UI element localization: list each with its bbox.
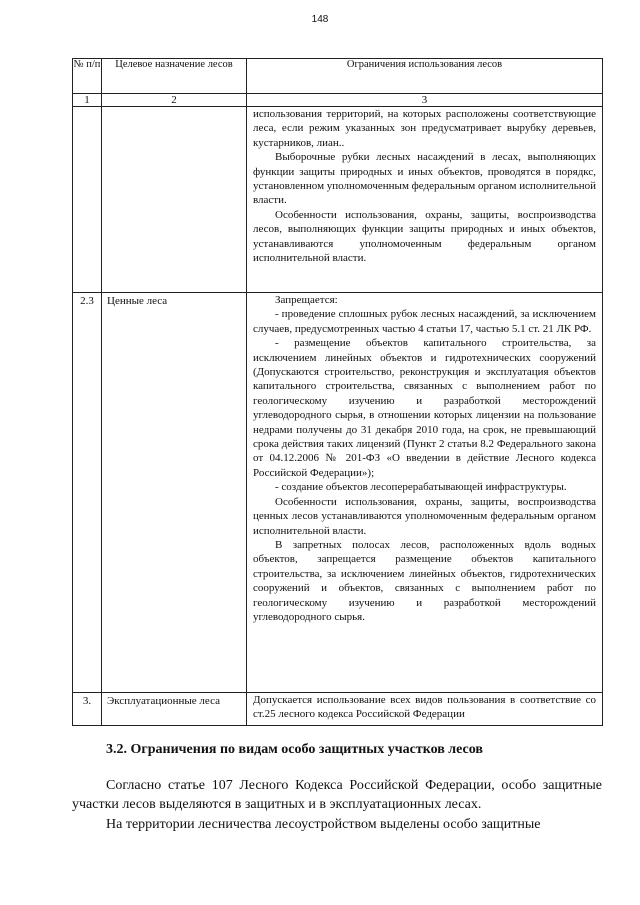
row-restrictions: [247, 107, 603, 293]
table-row: [73, 693, 603, 726]
restriction-paragraph: использования территорий, на которых расположены соответствующие леса, если режим указанных зон предусматривает вырубку деревьев, кустарников, лиан..: [253, 108, 596, 149]
body-paragraph: На территории лесничества лесоустройством выделены особо защитные: [106, 817, 541, 832]
row-restrictions: [247, 693, 603, 726]
row-purpose: Ценные леса: [102, 293, 247, 693]
table-row: [73, 107, 603, 293]
header-purpose: Целевое назначение лесов: [102, 59, 247, 94]
restriction-paragraph: Выборочные рубки лесных насаждений в лесах, выполняющих функции защиты природных и иных объектов, проводятся в порядкс, установленном уполномоченным федеральным органом исполнительной власти.: [253, 151, 597, 207]
section-heading: 3.2. Ограничения по видам особо защитных участков лесов: [106, 742, 483, 757]
body-paragraph: Согласно статье 107 Лесного Кодекса Российской Федерации, особо защитные участки лесов выделяются в защитных и в эксплуатационных лесах.: [72, 778, 602, 812]
restriction-paragraph: - создание объектов лесоперерабатывающей инфраструктуры.: [275, 481, 567, 494]
row-restrictions: [247, 293, 603, 693]
table-header-row: [73, 59, 603, 94]
restriction-paragraph: Запрещается:: [275, 294, 338, 306]
page-number: 148: [311, 14, 329, 25]
row-number: [73, 107, 102, 293]
column-number: 2: [102, 94, 247, 107]
restriction-paragraph: Особенности использования, охраны, защиты, воспроизводства лесов, выполняющих функции защиты природных и иных объектов, устанавливаются уполномоченным федеральным органом исполнительной власти.: [253, 208, 596, 265]
column-number: 3: [247, 94, 603, 107]
row-number: 2.3: [73, 293, 102, 693]
restrictions-table: [72, 58, 603, 726]
row-purpose: Эксплуатационные леса: [102, 693, 247, 726]
header-restrictions: Ограничения использования лесов: [247, 59, 603, 94]
column-numbers-row: [73, 94, 603, 107]
table-row: [73, 293, 603, 693]
header-number: № п/п: [73, 59, 102, 94]
row-purpose: [102, 107, 247, 293]
column-number: 1: [73, 94, 102, 107]
restriction-paragraph: Особенности использования, охраны, защиты, воспроизводства ценных лесов устанавливаются уполномоченным федеральным органом исполнительной власти.: [253, 495, 596, 537]
restriction-paragraph: В запретных полосах лесов, расположенных вдоль водных объектов, запрещается размещение объектов капитального строительства, за исключением линейных объектов, гидротехнических сооружений и объектов, связанных с выполнением работ по геологическому изучению и разработкой месторождений углеводородного сырья.: [253, 538, 596, 623]
restriction-paragraph: - проведение сплошных рубок лесных насаждений, за исключением случаев, предусмотренных частью 4 статьи 17, частью 5.1 ст. 21 ЛК РФ.: [253, 308, 596, 335]
row-number: 3.: [73, 693, 102, 726]
restriction-paragraph: Допускается использование всех видов пользования в соответствие со ст.25 лесного кодекса Российской Федерации: [253, 694, 596, 721]
restriction-paragraph: - размещение объектов капитального строительства, за исключением линейных объектов и гидротехнических сооружений (Допускаются строительство, реконструкция и эксплуатация объектов капитального строительства, связанных с выполнением работ по геологическому изучению и разработкой месторождений углеводородного сырья, в отношении которых лицензии на пользование недрами получены до 31 декабря 2010 года, на срок, не превышающий срока действия таких лицензий (Пункт 2 статьи 8.2 Федерального закона от 04.12.2006 № 201-ФЗ «О введении в действие Лесного кодекса Российской Федерации»);: [253, 337, 596, 479]
